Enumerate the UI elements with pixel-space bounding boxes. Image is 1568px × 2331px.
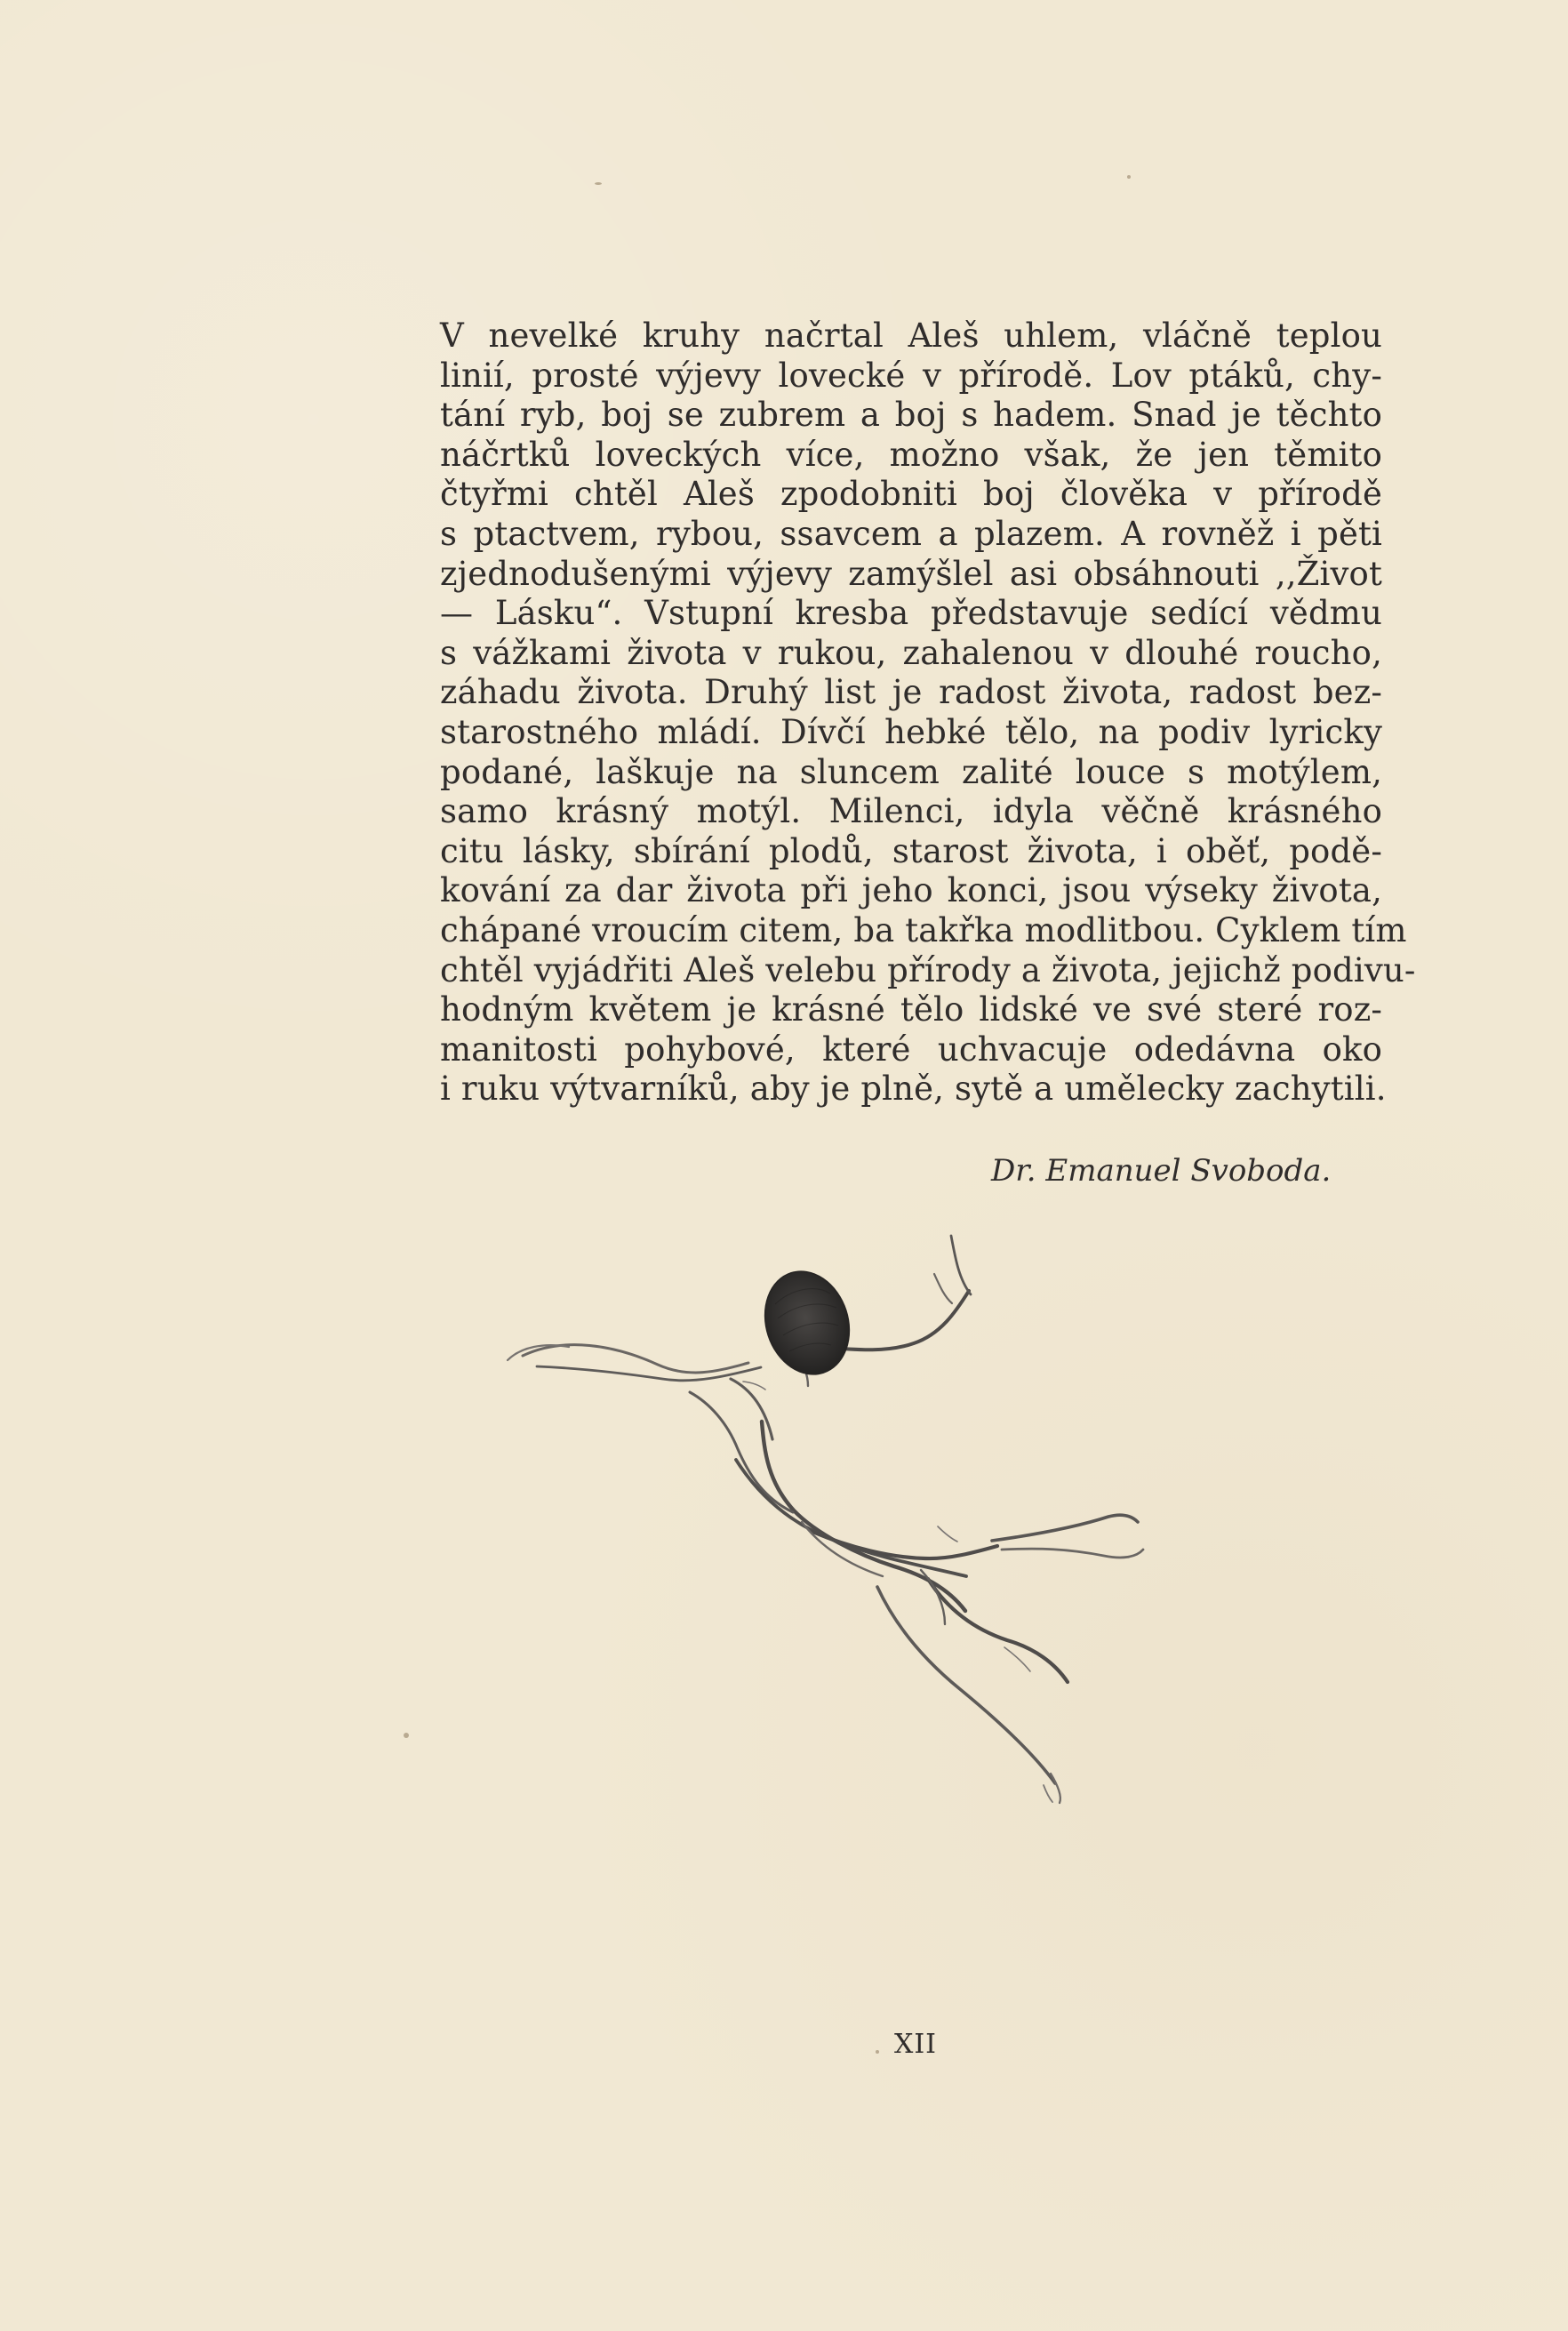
article-line-20: i ruku výtvarníků, aby je plně, sytě a umělecky zachytili.: [440, 1069, 1387, 1109]
figure-outline-foot: [1051, 1774, 1060, 1803]
article-line-1: V nevelké kruhy načrtal Aleš uhlem, vláčně teplou: [440, 316, 1382, 355]
article-line-13: samo krásný motýl. Milenci, idyla věčně krásného: [440, 792, 1382, 831]
figure-outline-left-hand: [508, 1345, 569, 1360]
paper-speck-1: [1127, 175, 1131, 179]
paper-speck-2: [595, 182, 602, 185]
article-text: [440, 316, 1416, 1109]
figure-outline-chest: [690, 1392, 793, 1512]
article-line-2: linií, prosté výjevy lovecké v přírodě. Lov ptáků, chy-: [440, 356, 1382, 395]
figure-outline-back-leg-lower: [877, 1587, 1055, 1783]
article-line-16: chápané vroucím citem, ba takřka modlitbou. Cyklem tím: [440, 910, 1407, 949]
article-line-4: náčrtků loveckých více, možno však, že jen těmito: [440, 435, 1382, 474]
article-line-6: s ptactvem, rybou, ssavcem a plazem. A rovněž i pěti: [440, 514, 1382, 553]
figure-outline-foot-2: [1044, 1785, 1052, 1802]
leaping-figure-drawing: [507, 1222, 1147, 1805]
article-line-3: tání ryb, boj se zubrem a boj s hadem. Snad je těchto: [440, 396, 1382, 435]
figure-outline-front-leg-lower: [1002, 1549, 1143, 1558]
article-line-12: podané, laškuje na sluncem zalité louce s motýlem,: [440, 752, 1382, 791]
article-line-9: s vážkami života v rukou, zahalenou v dlouhé roucho,: [440, 633, 1382, 672]
figure-outline-shoulder: [731, 1379, 772, 1439]
article-line-7: zjednodušenými výjevy zamýšlel asi obsáhnouti ,,Život: [440, 554, 1382, 593]
article-line-5: čtyřmi chtěl Aleš zpodobniti boj člověka v přírodě: [440, 475, 1382, 514]
figure-head: [752, 1261, 862, 1386]
figure-outline-front-leg: [992, 1515, 1138, 1541]
article-line-15: kování za dar života při jeho konci, jsou výseky života,: [440, 871, 1382, 910]
page-number: XII: [893, 2029, 938, 2060]
article-line-10: záhadu života. Druhý list je radost života, radost bez-: [440, 673, 1382, 712]
figure-outline-hatching-2: [938, 1526, 957, 1542]
article-line-18: hodným květem je krásné tělo lidské ve své steré roz-: [440, 990, 1382, 1029]
paper-speck-3: [404, 1733, 409, 1738]
article-line-11: starostného mládí. Dívčí hebké tělo, na podiv lyricky: [440, 712, 1382, 751]
figure-outline-hatching-3: [1004, 1647, 1030, 1671]
article-line-8: — Lásku“. Vstupní kresba představuje sedící vědmu: [440, 594, 1382, 633]
figure-outline-right-hand-2: [934, 1274, 952, 1303]
article-line-17: chtěl vyjádřiti Aleš velebu přírody a života, jejichž podivu-: [440, 950, 1416, 989]
figure-outline-back: [762, 1422, 965, 1611]
paper-speck-4: [876, 2050, 879, 2054]
article-line-19: manitosti pohybové, které uchvacuje odedávna oko: [440, 1029, 1382, 1069]
author-signature: Dr. Emanuel Svoboda.: [991, 1153, 1332, 1189]
figure-outline-right-hand: [951, 1236, 971, 1294]
article-line-14: citu lásky, sbírání plodů, starost života, i oběť, podě-: [440, 831, 1382, 870]
